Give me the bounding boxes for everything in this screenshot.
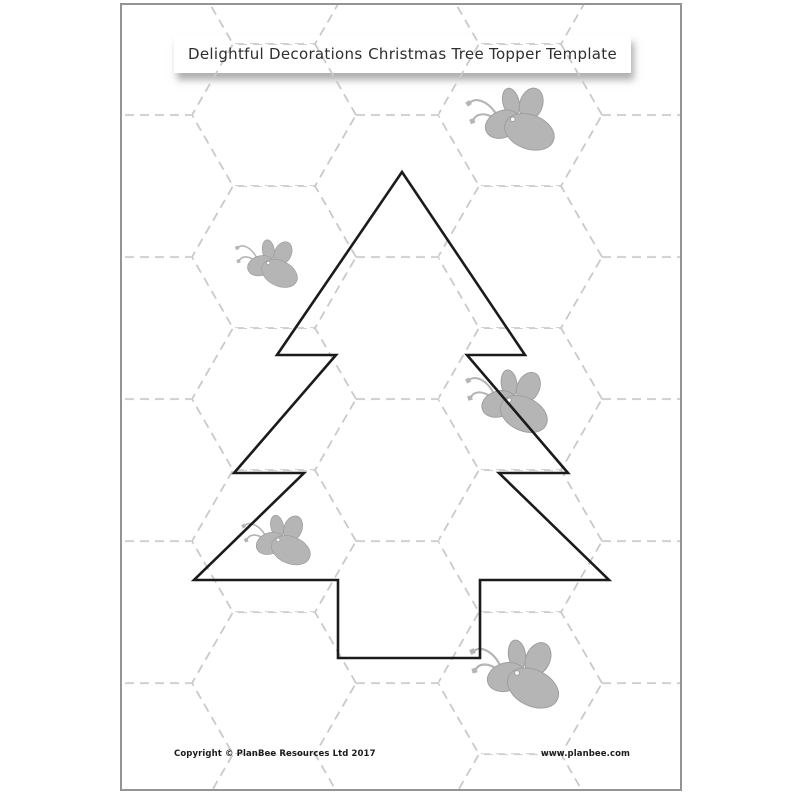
scene-svg — [122, 5, 680, 789]
footer — [174, 749, 630, 759]
header-titles — [174, 35, 631, 73]
footer-copyright: Copyright © PlanBee Resources Ltd 2017 — [174, 749, 376, 759]
honeycomb-pattern — [122, 5, 680, 789]
series-title: Delightful Decorations — [188, 45, 363, 63]
page-title: Christmas Tree Topper Template — [368, 45, 617, 63]
footer-website: www.planbee.com — [540, 749, 630, 759]
worksheet-paper — [120, 3, 682, 791]
